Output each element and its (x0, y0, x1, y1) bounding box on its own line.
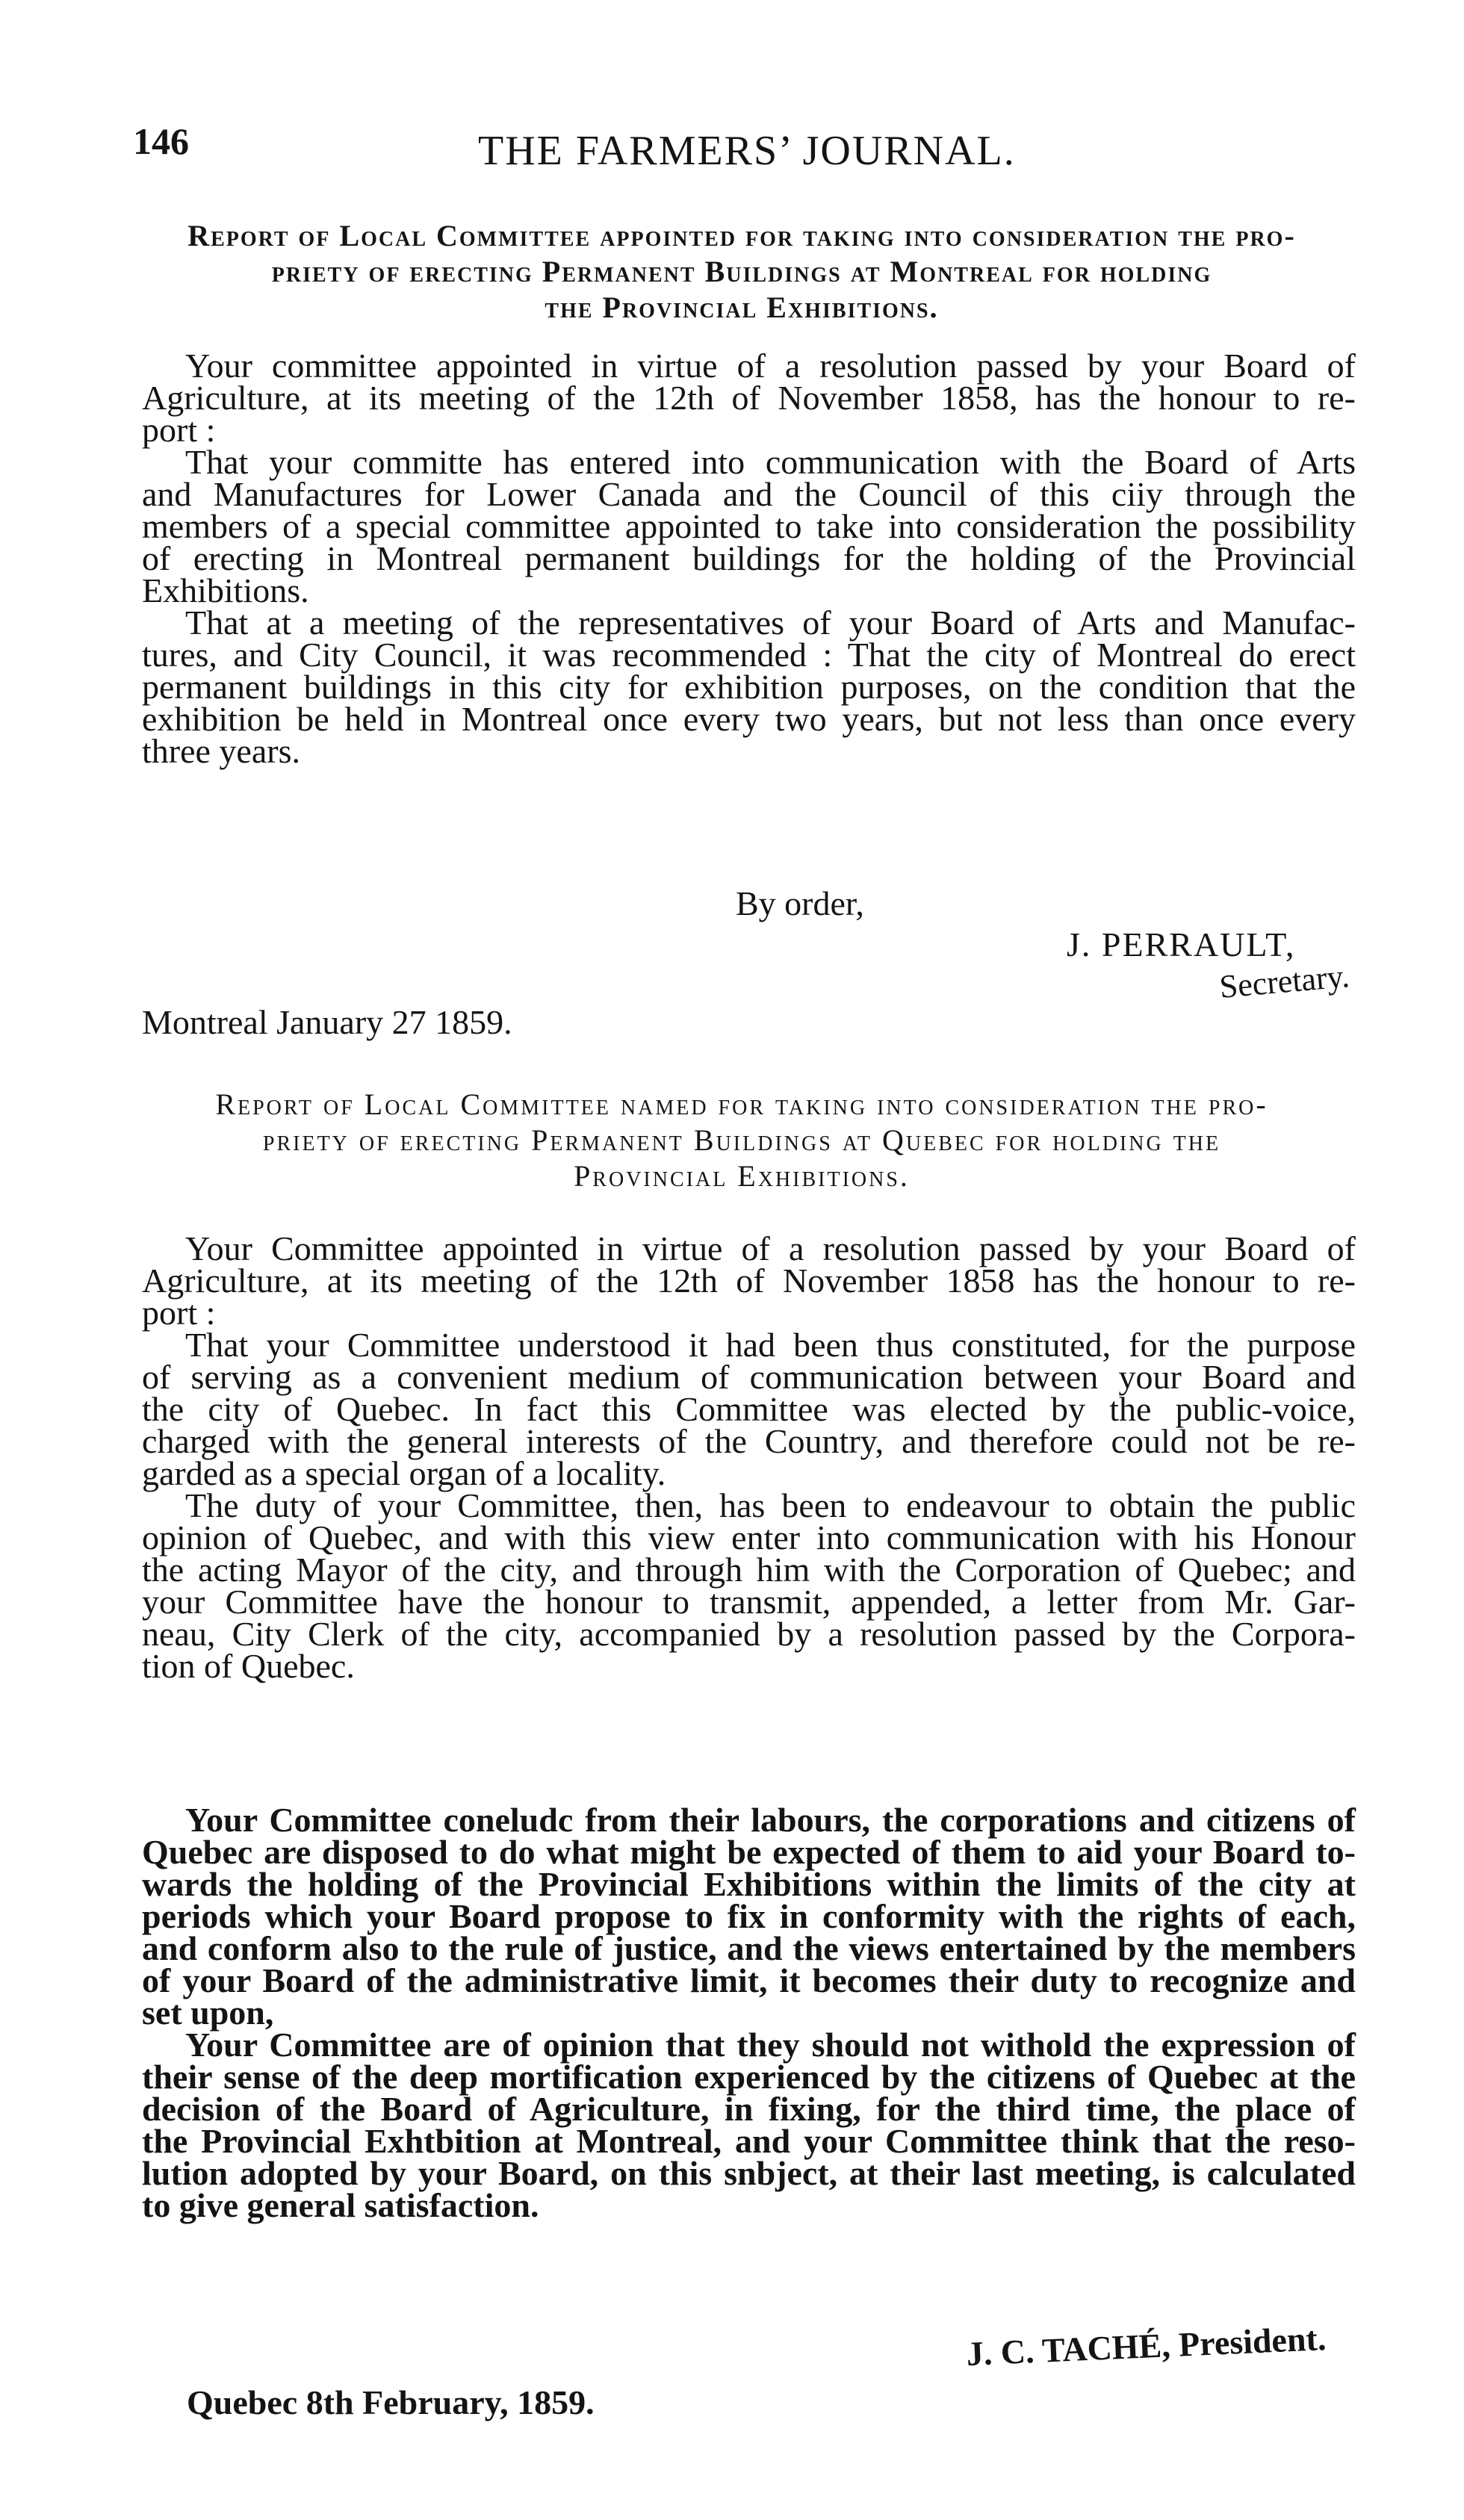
text-line: neau, City Clerk of the city, accompanied by a resolution passed by the Corpora- (142, 1615, 1356, 1653)
report-date-quebec: Quebec 8th February, 1859. (187, 2383, 595, 2421)
text-line: to give general satisfaction. (142, 2186, 539, 2224)
report-body-quebec (142, 1229, 1356, 1685)
heading-line: the Provincial Exhibitions. (545, 291, 939, 324)
text-line: members of a special committee appointed to take into consideration the possibility (142, 507, 1356, 545)
text-line: of serving as a convenient medium of communication between your Board and (142, 1358, 1356, 1396)
text-line: Your Committee appointed in virtue of a resolution passed by your Board of (185, 1229, 1356, 1267)
signatory-title: Secretary. (1218, 958, 1351, 1006)
text-line: lution adopted by your Board, on this snbject, at their last meeting, is calculated (142, 2154, 1356, 2192)
signatory-name-president: J. C. TACHÉ, President. (965, 2319, 1327, 2374)
text-line: the acting Mayor of the city, and through him with the Corporation of Quebec; and (142, 1551, 1356, 1589)
text-line: of your Board of the administrative limit, it becomes their duty to recognize and (142, 1961, 1356, 1999)
text-line: and Manufactures for Lower Canada and the Council of this ciiy through the (142, 475, 1356, 513)
text-line: decision of the Board of Agriculture, in fixing, for the third time, the place of (142, 2090, 1356, 2128)
heading-line: Report of Local Committee named for taking into consideration the pro- (215, 1087, 1268, 1121)
text-line: port : (142, 1294, 216, 1332)
text-line: their sense of the deep mortification experienced by the citizens of Quebec at the (142, 2058, 1356, 2096)
by-order-text: By order, (736, 884, 864, 922)
heading-line: Provincial Exhibitions. (574, 1159, 910, 1193)
text-line: Agriculture, at its meeting of the 12th of November 1858, has the honour to re- (142, 379, 1356, 417)
report-heading-quebec (133, 1087, 1350, 1194)
text-line: set upon, (142, 1993, 274, 2032)
text-line: garded as a special organ of a locality. (142, 1454, 666, 1492)
text-line: Your Committee coneludc from their labours, the corporations and citizens of (185, 1801, 1356, 1839)
heading-line: Report of Local Committee appointed for taking into consideration the pro- (187, 219, 1296, 252)
text-line: Your Committee are of opinion that they should not withold the expression of (185, 2026, 1356, 2064)
text-line: the Provincial Exhtbition at Montreal, and your Committee think that the reso- (142, 2122, 1356, 2160)
text-line: Agriculture, at its meeting of the 12th of November 1858 has the honour to re- (142, 1261, 1356, 1300)
page-number: 146 (133, 120, 189, 162)
text-line: Quebec are disposed to do what might be expected of them to aid your Board to- (142, 1833, 1356, 1871)
text-line: periods which your Board propose to fix in conformity with the rights of each, (142, 1897, 1356, 1935)
heading-line: priety of erecting Permanent Buildings at Montreal for holding (271, 255, 1212, 288)
text-line: port : (142, 411, 216, 449)
heading-line: priety of erecting Permanent Buildings at Quebec for holding the (262, 1123, 1221, 1157)
text-line: The duty of your Committee, then, has been to endeavour to obtain the public (185, 1486, 1356, 1524)
text-line: tures, and City Council, it was recommended : That the city of Montreal do erect (142, 636, 1356, 674)
text-line: the city of Quebec. In fact this Committee was elected by the public-voice, (142, 1390, 1356, 1428)
text-line: tion of Quebec. (142, 1647, 355, 1685)
text-line: Your committee appointed in virtue of a resolution passed by your Board of (185, 347, 1356, 385)
report-heading-montreal (133, 218, 1350, 326)
text-line: your Committee have the honour to transmit, appended, a letter from Mr. Gar- (142, 1583, 1356, 1621)
report-body-montreal (142, 347, 1356, 770)
text-line: of erecting in Montreal permanent buildings for the holding of the Provincial (142, 539, 1356, 577)
text-line: permanent buildings in this city for exhibition purposes, on the condition that the (142, 668, 1356, 706)
text-line: and conform also to the rule of justice, and the views entertained by the members (142, 1929, 1356, 1967)
signatory-name: J. PERRAULT, (1067, 925, 1296, 963)
text-line: That at a meeting of the representatives of your Board of Arts and Manufac- (185, 603, 1356, 642)
text-line: exhibition be held in Montreal once every two years, but not less than once every (142, 700, 1356, 738)
text-line: That your Committee understood it had been thus constituted, for the purpose (185, 1326, 1356, 1364)
text-line: Exhibitions. (142, 571, 309, 609)
journal-title: THE FARMERS’ JOURNAL. (478, 128, 1016, 174)
text-line: three years. (142, 732, 300, 770)
text-line: opinion of Quebec, and with this view enter into communication with his Honour (142, 1518, 1356, 1557)
report-date: Montreal January 27 1859. (142, 1003, 512, 1041)
text-line: charged with the general interests of the Country, and therefore could not be re- (142, 1422, 1356, 1460)
text-line: wards the holding of the Provincial Exhibitions within the limits of the city at (142, 1865, 1356, 1903)
report-body-quebec-bold (142, 1801, 1356, 2224)
text-line: That your committe has entered into communication with the Board of Arts (185, 443, 1356, 481)
